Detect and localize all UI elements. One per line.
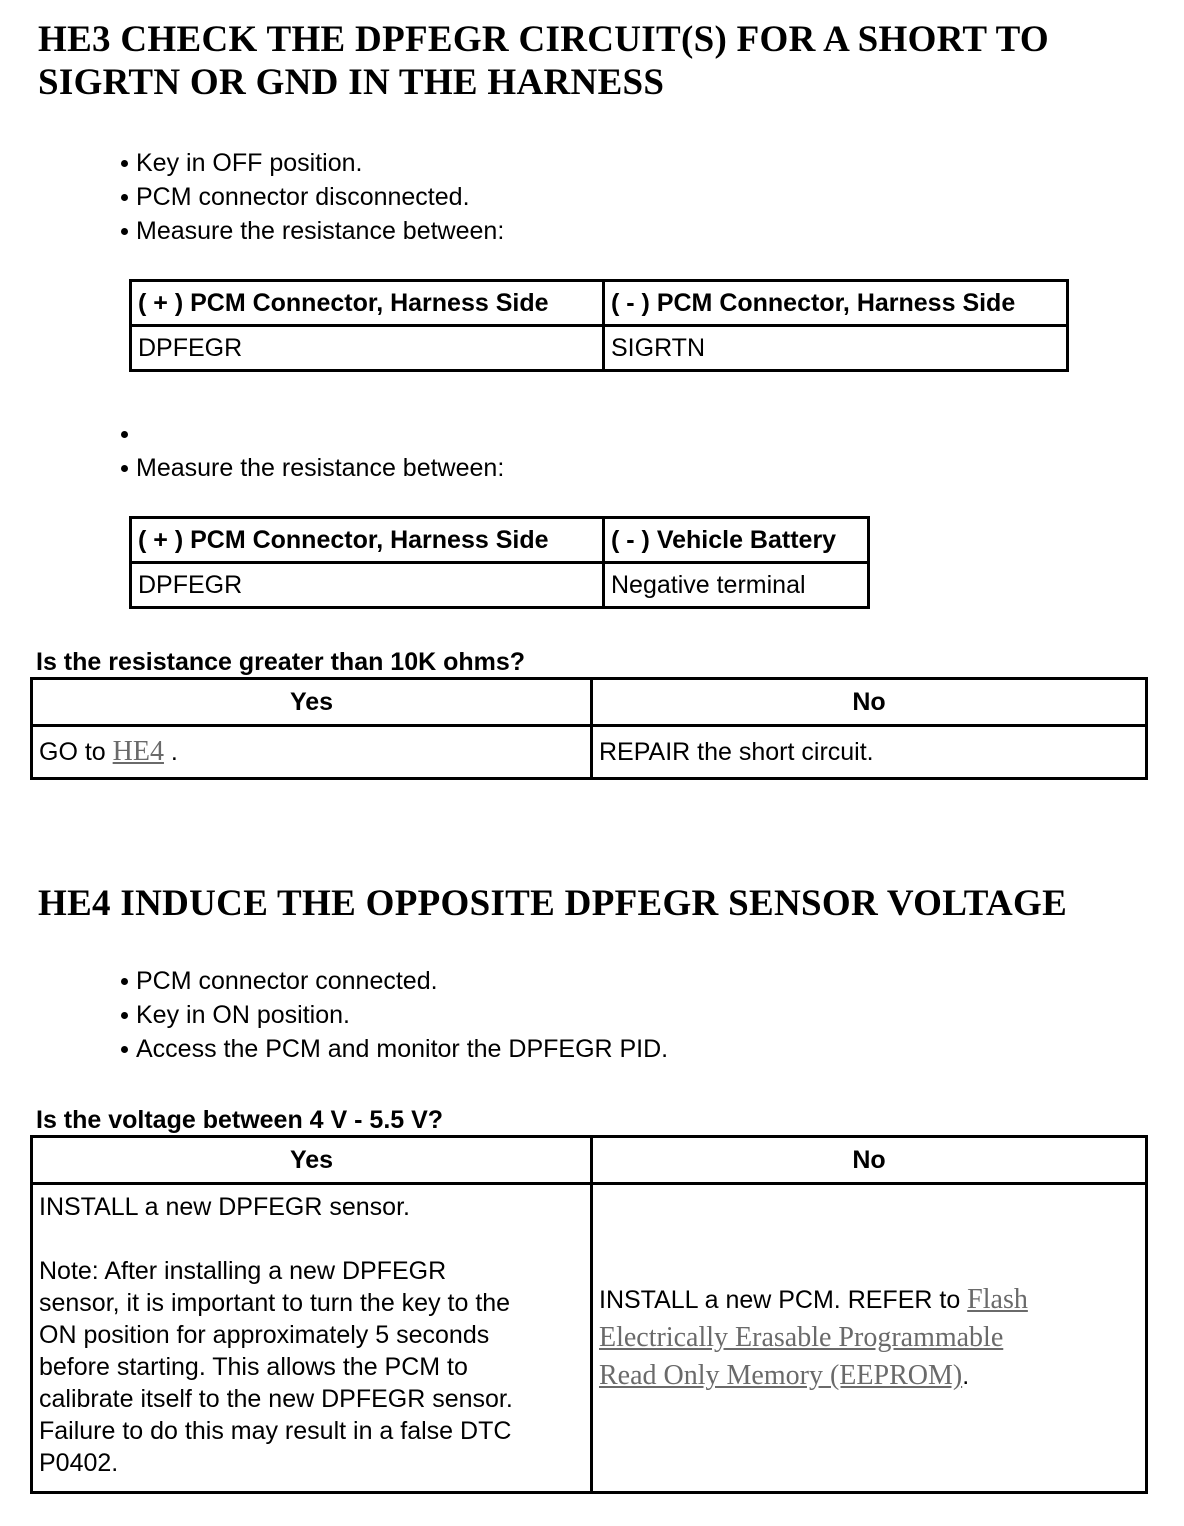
yes-note	[39, 1255, 584, 1479]
note-line: ON position for approximately 5 seconds	[39, 1321, 490, 1349]
list-item: Key in ON position.	[119, 998, 668, 1032]
list-item: Key in OFF position.	[119, 146, 504, 180]
list-item	[119, 417, 504, 451]
table-row	[131, 563, 869, 608]
list-item: Measure the resistance between:	[119, 451, 504, 485]
he3-steps-list	[119, 146, 504, 248]
eeprom-link-line3[interactable]: Read Only Memory (EEPROM)	[599, 1360, 963, 1391]
no-prefix: INSTALL a new PCM. REFER to	[599, 1286, 961, 1314]
table-cell: DPFEGR	[131, 563, 604, 608]
list-item: Access the PCM and monitor the DPFEGR PID.	[119, 1032, 668, 1066]
he3-steps-list-2	[119, 417, 504, 485]
no-suffix: .	[962, 1362, 970, 1390]
no-cell	[592, 1184, 1147, 1493]
he3-title-line1: HE3 CHECK THE DPFEGR CIRCUIT(S) FOR A SHORT TO	[38, 19, 1050, 60]
he3-question: Is the resistance greater than 10K ohms?	[36, 648, 526, 676]
list-item: PCM connector disconnected.	[119, 180, 504, 214]
note-line: before starting. This allows the PCM to	[39, 1353, 468, 1381]
he4-result-table	[30, 1135, 1148, 1494]
table-header-row	[32, 1137, 1147, 1184]
table-cell: SIGRTN	[604, 326, 1068, 371]
yes-cell	[32, 1184, 592, 1493]
he3-title	[38, 18, 1049, 104]
note-line: calibrate itself to the new DPFEGR sensor.	[39, 1385, 513, 1413]
note-line: Note: After installing a new DPFEGR	[39, 1257, 447, 1285]
he4-title: HE4 INDUCE THE OPPOSITE DPFEGR SENSOR VOLTAGE	[38, 883, 1068, 924]
yes-line1: INSTALL a new DPFEGR sensor.	[39, 1193, 410, 1221]
yes-cell	[32, 726, 592, 779]
no-header: No	[592, 1137, 1147, 1184]
table-row	[131, 326, 1068, 371]
table-header-row	[131, 281, 1068, 326]
table-header-cell: ( - ) PCM Connector, Harness Side	[604, 281, 1068, 326]
list-item: Measure the resistance between:	[119, 214, 504, 248]
table-cell: DPFEGR	[131, 326, 604, 371]
table-header-cell: ( + ) PCM Connector, Harness Side	[131, 281, 604, 326]
table-header-cell: ( - ) Vehicle Battery	[604, 518, 869, 563]
table-row	[32, 1184, 1147, 1493]
he4-link[interactable]: HE4	[112, 736, 164, 767]
he3-result-table	[30, 677, 1148, 780]
note-line: P0402.	[39, 1449, 119, 1477]
he3-measure-table-2	[129, 516, 870, 609]
note-line: Failure to do this may result in a false DTC	[39, 1417, 512, 1445]
yes-suffix: .	[170, 738, 178, 766]
table-cell: Negative terminal	[604, 563, 869, 608]
table-header-row	[131, 518, 869, 563]
note-line: sensor, it is important to turn the key to the	[39, 1289, 511, 1317]
no-cell: REPAIR the short circuit.	[592, 726, 1147, 779]
table-header-row	[32, 679, 1147, 726]
table-header-cell: ( + ) PCM Connector, Harness Side	[131, 518, 604, 563]
he3-title-line2: SIGRTN OR GND IN THE HARNESS	[38, 62, 665, 103]
yes-header: Yes	[32, 679, 592, 726]
yes-prefix: GO to	[39, 738, 106, 766]
eeprom-link-line1[interactable]: Flash	[967, 1284, 1028, 1315]
eeprom-link-line2[interactable]: Electrically Erasable Programmable	[599, 1322, 1004, 1353]
no-header: No	[592, 679, 1147, 726]
he3-measure-table-1	[129, 279, 1069, 372]
he4-steps-list	[119, 964, 668, 1066]
yes-header: Yes	[32, 1137, 592, 1184]
list-item: PCM connector connected.	[119, 964, 668, 998]
no-content	[599, 1281, 1139, 1395]
table-row	[32, 726, 1147, 779]
he4-question: Is the voltage between 4 V - 5.5 V?	[36, 1106, 444, 1134]
